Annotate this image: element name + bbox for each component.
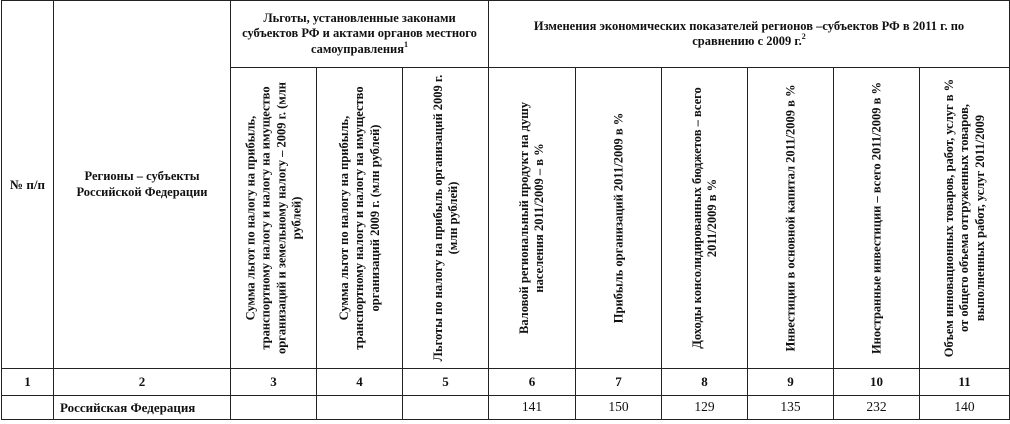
column-number: 8	[662, 369, 748, 396]
row-number-header: № п/п	[2, 1, 54, 369]
col-header-5-label: Льготы по налогу на прибыль организаций 2009 г. (млн рублей)	[430, 74, 460, 362]
economic-indicators-table	[1, 0, 1010, 420]
col-header-8-label: Доходы консолидированных бюджетов – всего 2011/2009 в %	[689, 87, 719, 349]
column-number: 9	[748, 369, 834, 396]
col-header-3	[231, 68, 317, 369]
col-header-7	[576, 68, 662, 369]
footnote-1-marker: 1	[404, 39, 409, 49]
value-cell	[231, 396, 317, 420]
group-header-row	[2, 1, 1010, 68]
benefits-group-header	[231, 1, 489, 68]
column-number: 5	[403, 369, 489, 396]
col-header-4	[317, 68, 403, 369]
benefits-group-label: Льготы, установленные законами субъектов РФ и актами органов местного самоуправления	[242, 11, 477, 56]
changes-group-header	[489, 1, 1010, 68]
value-cell: 232	[834, 396, 920, 420]
region-name-cell: Российская Федерация	[54, 396, 231, 420]
footnote-2-marker: 2	[801, 32, 806, 41]
value-cell: 150	[576, 396, 662, 420]
col-header-10	[834, 68, 920, 369]
column-number: 1	[2, 369, 54, 396]
value-cell	[317, 396, 403, 420]
col-header-8	[662, 68, 748, 369]
regions-header	[54, 1, 231, 369]
column-number: 3	[231, 369, 317, 396]
col-header-9	[748, 68, 834, 369]
value-cell: 141	[489, 396, 576, 420]
regions-header-label: Регионы – субъекты Российской Федерации	[76, 169, 208, 199]
col-header-6-label: Валовой региональный продукт на душу населения 2011/2009 – в %	[516, 101, 546, 335]
col-header-3-label: Сумма льгот по налогу на прибыль, транспортному налогу и налогу на имущество организаций и земельному налогу – 2009 г. (млн рублей)	[243, 82, 303, 355]
col-header-11-label: Объем инновационных товаров, работ, услуг в % от общего объема отгруженных товаров, выполненных работ, услуг 2011/2009	[941, 78, 987, 358]
value-cell: 135	[748, 396, 834, 420]
row-number-cell	[2, 396, 54, 420]
column-number: 4	[317, 369, 403, 396]
col-header-11	[920, 68, 1010, 369]
column-number: 7	[576, 369, 662, 396]
col-header-5	[403, 68, 489, 369]
column-number: 11	[920, 369, 1010, 396]
column-number: 10	[834, 369, 920, 396]
col-header-9-label: Инвестиции в основной капитал 2011/2009 в %	[782, 84, 797, 352]
table-row	[2, 396, 1010, 420]
value-cell: 140	[920, 396, 1010, 420]
column-number: 6	[489, 369, 576, 396]
value-cell: 129	[662, 396, 748, 420]
column-number-row	[2, 369, 1010, 396]
col-header-6	[489, 68, 576, 369]
changes-group-label: Изменения экономических показателей регионов –субъектов РФ в 2011 г. по сравнению с 2009 г.	[533, 18, 965, 48]
value-cell	[403, 396, 489, 420]
column-number: 2	[54, 369, 231, 396]
col-header-4-label: Сумма льгот по налогу на прибыль, транспортному налогу и налогу на имущество организаций 2009 г. (млн рублей)	[336, 86, 382, 350]
col-header-10-label: Иностранные инвестиции – всего 2011/2009 в %	[868, 81, 883, 355]
col-header-7-label: Прибыль организаций 2011/2009 в %	[610, 112, 625, 324]
